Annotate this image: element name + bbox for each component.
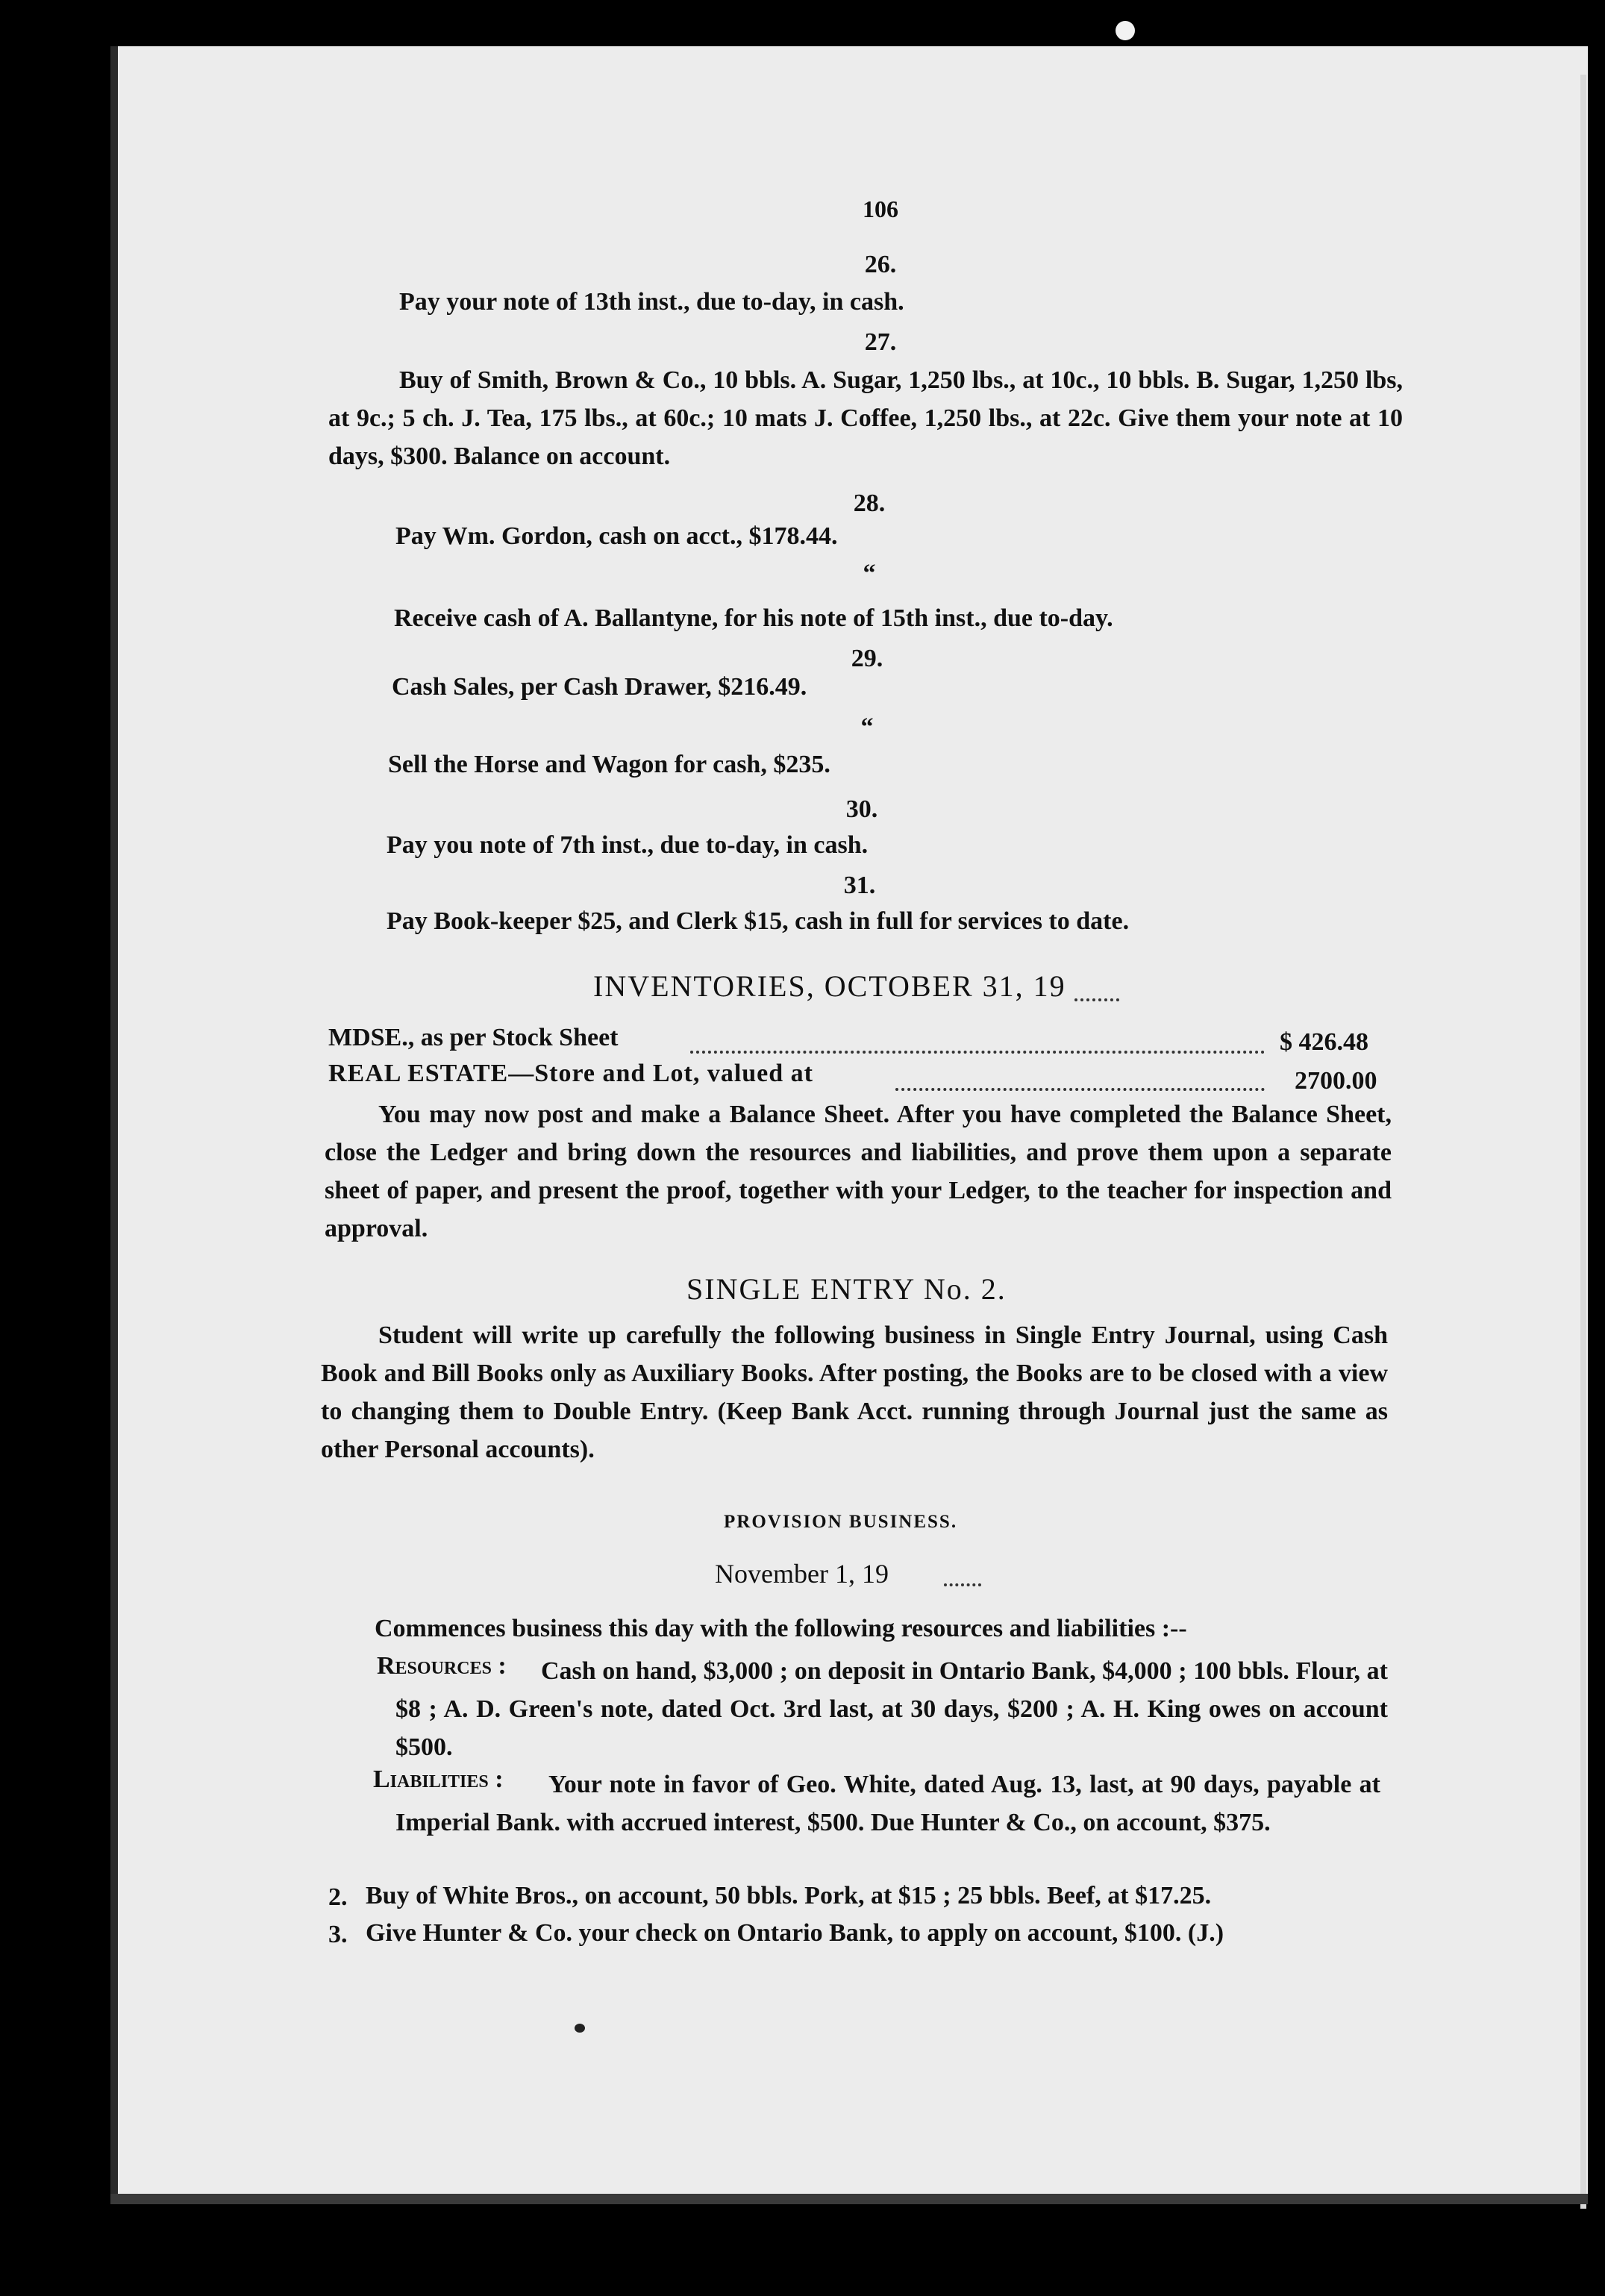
page-gutter bbox=[1580, 75, 1586, 2209]
day-label: 27. bbox=[864, 328, 897, 356]
single-entry-heading: SINGLE ENTRY No. 2. bbox=[686, 1272, 1007, 1306]
dot-leader bbox=[1074, 998, 1119, 1001]
single-entry-intro: Student will write up carefully the following business in Single Entry Journal, using Cash Book and Bill Books only as Auxiliary Books. After posting, the Books are to be closed with a view to changing them to Double Entry. (Keep Bank Acct. running through Journal just the same as other Personal accounts). bbox=[321, 1321, 1388, 1463]
entry-text: Sell the Horse and Wagon for cash, $235. bbox=[388, 751, 830, 778]
liabilities-label: Liabilities : bbox=[373, 1765, 504, 1793]
entry-text: Receive cash of A. Ballantyne, for his note of 15th inst., due to-day. bbox=[394, 604, 1113, 632]
speck bbox=[1116, 21, 1135, 40]
dot-leader bbox=[944, 1583, 981, 1586]
inventory-value: $ 426.48 bbox=[1280, 1028, 1368, 1056]
dot-leader bbox=[895, 1088, 1265, 1091]
inventories-heading: INVENTORIES, OCTOBER 31, 19 bbox=[593, 969, 1066, 1003]
day-label: 31. bbox=[843, 872, 876, 899]
day-label: 29. bbox=[851, 645, 883, 672]
day-label: 28. bbox=[853, 489, 886, 517]
item-number: 2. bbox=[328, 1883, 348, 1911]
entry-text: Pay Book-keeper $25, and Clerk $15, cash in full for services to date. bbox=[387, 907, 1130, 935]
page-bottom-edge bbox=[110, 2194, 1588, 2204]
entry-text: Pay Wm. Gordon, cash on acct., $178.44. bbox=[395, 522, 838, 550]
entry-text: Pay you note of 7th inst., due to-day, in cash. bbox=[387, 831, 869, 859]
inventory-label: MDSE., as per Stock Sheet bbox=[328, 1024, 619, 1051]
day-label: 30. bbox=[845, 795, 878, 823]
balance-instructions: You may now post and make a Balance Sheet. After you have completed the Balance Sheet, close the Ledger and bring down the resources and liabilities, and prove them upon a separate sheet of paper, and present the proof, together with your Ledger, to the teacher for inspection and approval. bbox=[325, 1101, 1392, 1242]
business-title: PROVISION BUSINESS. bbox=[724, 1512, 958, 1532]
ink-speck bbox=[575, 2024, 585, 2033]
commences-text: Commences business this day with the following resources and liabilities :-- bbox=[375, 1615, 1187, 1642]
item-text: Buy of White Bros., on account, 50 bbls. Pork, at $15 ; 25 bbls. Beef, at $17.25. bbox=[366, 1882, 1212, 1909]
ditto-mark: “ bbox=[863, 560, 876, 587]
ditto-mark: “ bbox=[860, 713, 874, 741]
item-text: Give Hunter & Co. your check on Ontario Bank, to apply on account, $100. (J.) bbox=[366, 1919, 1224, 1947]
dot-leader bbox=[690, 1051, 1265, 1054]
entry-text: Buy of Smith, Brown & Co., 10 bbls. A. Sugar, 1,250 lbs., at 10c., 10 bbls. B. Sugar, 1,250 lbs, at 9c.; 5 ch. J. Tea, 175 lbs., at 60c.; 10 mats J. Coffee, 1,250 lbs., at 22c. Give them your note at 10 days, $300. Balance on account. bbox=[328, 366, 1403, 470]
inventory-value: 2700.00 bbox=[1295, 1067, 1377, 1095]
resources-label: Resources : bbox=[377, 1652, 507, 1680]
page-number: 106 bbox=[863, 195, 898, 222]
entry-text: Cash Sales, per Cash Drawer, $216.49. bbox=[392, 673, 807, 701]
inventory-label: REAL ESTATE—Store and Lot, valued at bbox=[328, 1060, 814, 1087]
resources-text: Cash on hand, $3,000 ; on deposit in Ontario Bank, $4,000 ; 100 bbls. Flour, at $8 ; A. D. Green's note, dated Oct. 3rd last, at 30 days, $200 ; A. H. King owes on account $500. bbox=[395, 1657, 1388, 1761]
day-label: 26. bbox=[864, 251, 897, 278]
item-number: 3. bbox=[328, 1921, 348, 1948]
business-date: November 1, 19 bbox=[715, 1559, 889, 1589]
entry-text: Pay your note of 13th inst., due to-day, in cash. bbox=[399, 288, 904, 316]
liabilities-text: Your note in favor of Geo. White, dated Aug. 13, last, at 90 days, payable at Imperial Bank. with accrued interest, $500. Due Hunter & Co., on account, $375. bbox=[395, 1771, 1380, 1836]
